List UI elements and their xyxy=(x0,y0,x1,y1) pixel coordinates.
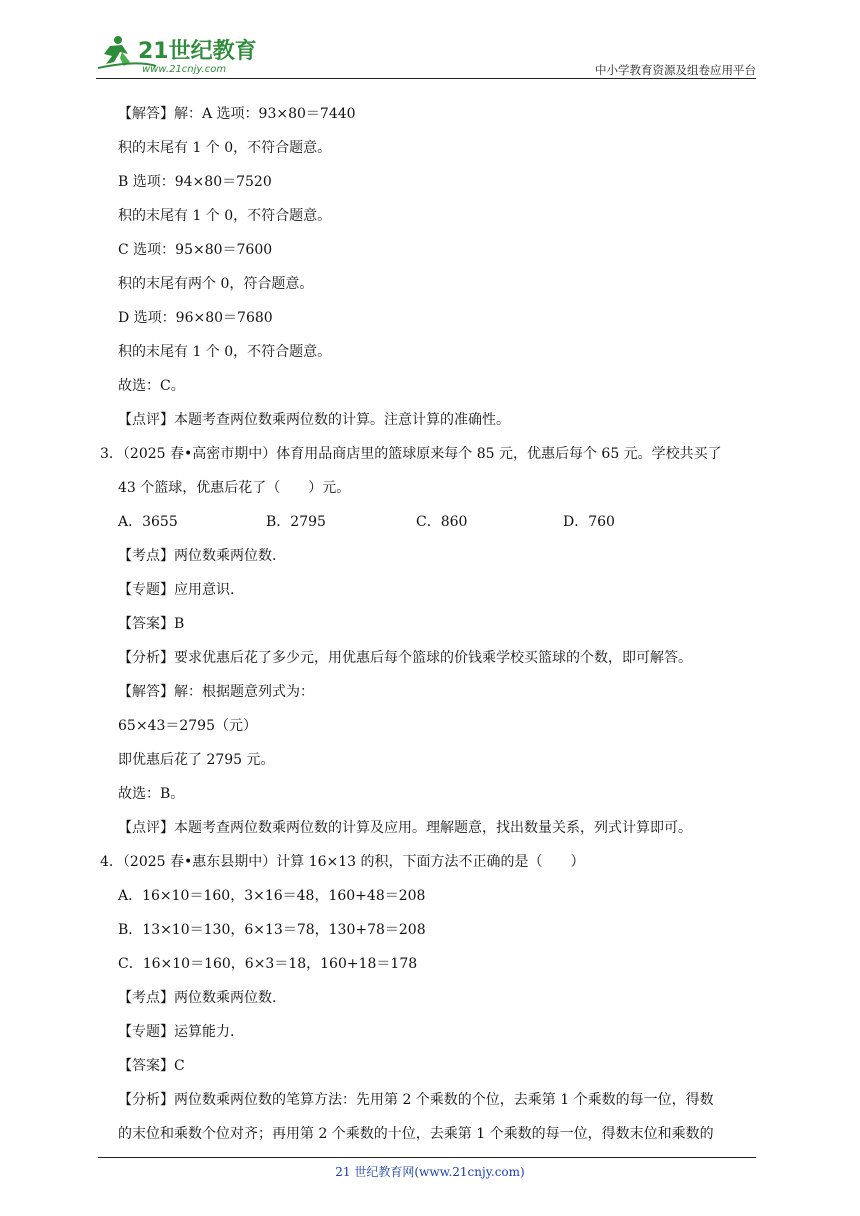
footer-divider xyxy=(98,1157,756,1158)
q4-kaodian: 【考点】两位数乘两位数. xyxy=(118,990,277,1006)
answer-line-b: B 选项：94×80＝7520 xyxy=(118,174,272,190)
q3-option-d: D．760 xyxy=(563,514,615,530)
q3-option-b: B．2795 xyxy=(266,514,326,530)
logo-url: www.21cnjy.com xyxy=(142,64,227,75)
comment-q2: 【点评】本题考查两位数乘两位数的计算。注意计算的准确性。 xyxy=(118,412,510,428)
q4-option-c: C．16×10＝160，6×3＝18，160+18＝178 xyxy=(118,956,418,972)
q3-choice: 故选：B。 xyxy=(118,786,185,802)
q3-analysis: 【分析】要求优惠后花了多少元，用优惠后每个篮球的价钱乘学校买篮球的个数，即可解答。 xyxy=(118,650,692,666)
q3-option-a: A．3655 xyxy=(118,514,178,530)
header-divider xyxy=(96,78,756,79)
q4-analysis-2: 的末位和乘数个位对齐；再用第 2 个乘数的十位，去乘第 1 个乘数的每一位，得数末位和乘数的 xyxy=(118,1126,714,1142)
question-4-stem: 4．（2025 春•惠东县期中）计算 16×13 的积，下面方法不正确的是（ ） xyxy=(100,854,585,870)
page-header xyxy=(96,30,756,80)
answer-note-a: 积的末尾有 1 个 0，不符合题意。 xyxy=(118,140,332,156)
q3-calc: 65×43＝2795（元） xyxy=(118,718,257,734)
q4-zhuanti: 【专题】运算能力. xyxy=(118,1024,235,1040)
q4-option-a: A．16×10＝160，3×16＝48，160+48＝208 xyxy=(118,888,426,904)
answer-line-d: D 选项：96×80＝7680 xyxy=(118,310,273,326)
q3-result: 即优惠后花了 2795 元。 xyxy=(118,752,275,768)
q3-solution: 【解答】解：根据题意列式为： xyxy=(118,684,314,700)
answer-note-d: 积的末尾有 1 个 0，不符合题意。 xyxy=(118,344,332,360)
q3-kaodian: 【考点】两位数乘两位数. xyxy=(118,548,277,564)
answer-line-a: 【解答】解：A 选项：93×80＝7440 xyxy=(118,106,356,122)
answer-line-c: C 选项：95×80＝7600 xyxy=(118,242,273,258)
q3-zhuanti: 【专题】应用意识. xyxy=(118,582,235,598)
q4-option-b: B．13×10＝130，6×13＝78，130+78＝208 xyxy=(118,922,426,938)
header-platform-title: 中小学教育资源及组卷应用平台 xyxy=(595,63,756,77)
q4-analysis-1: 【分析】两位数乘两位数的笔算方法：先用第 2 个乘数的个位，去乘第 1 个乘数的每一位，得数 xyxy=(118,1092,714,1108)
answer-note-c: 积的末尾有两个 0，符合题意。 xyxy=(118,276,314,292)
question-3-stem-cont: 43 个篮球，优惠后花了（ ）元。 xyxy=(118,480,351,496)
question-3-stem: 3．（2025 春•高密市期中）体育用品商店里的篮球原来每个 85 元，优惠后每个 65 元。学校共买了 xyxy=(100,446,722,462)
logo-text: 21世纪教育 xyxy=(138,39,257,64)
q3-option-c: C．860 xyxy=(416,514,468,530)
answer-choice: 故选：C。 xyxy=(118,378,185,394)
footer-link[interactable]: 21 世纪教育网(www.21cnjy.com) xyxy=(335,1165,525,1179)
q3-comment: 【点评】本题考查两位数乘两位数的计算及应用。理解题意，找出数量关系，列式计算即可。 xyxy=(118,820,692,836)
answer-note-b: 积的末尾有 1 个 0，不符合题意。 xyxy=(118,208,332,224)
site-logo xyxy=(96,32,266,76)
q3-answer: 【答案】B xyxy=(118,616,185,632)
q4-answer: 【答案】C xyxy=(118,1058,185,1074)
